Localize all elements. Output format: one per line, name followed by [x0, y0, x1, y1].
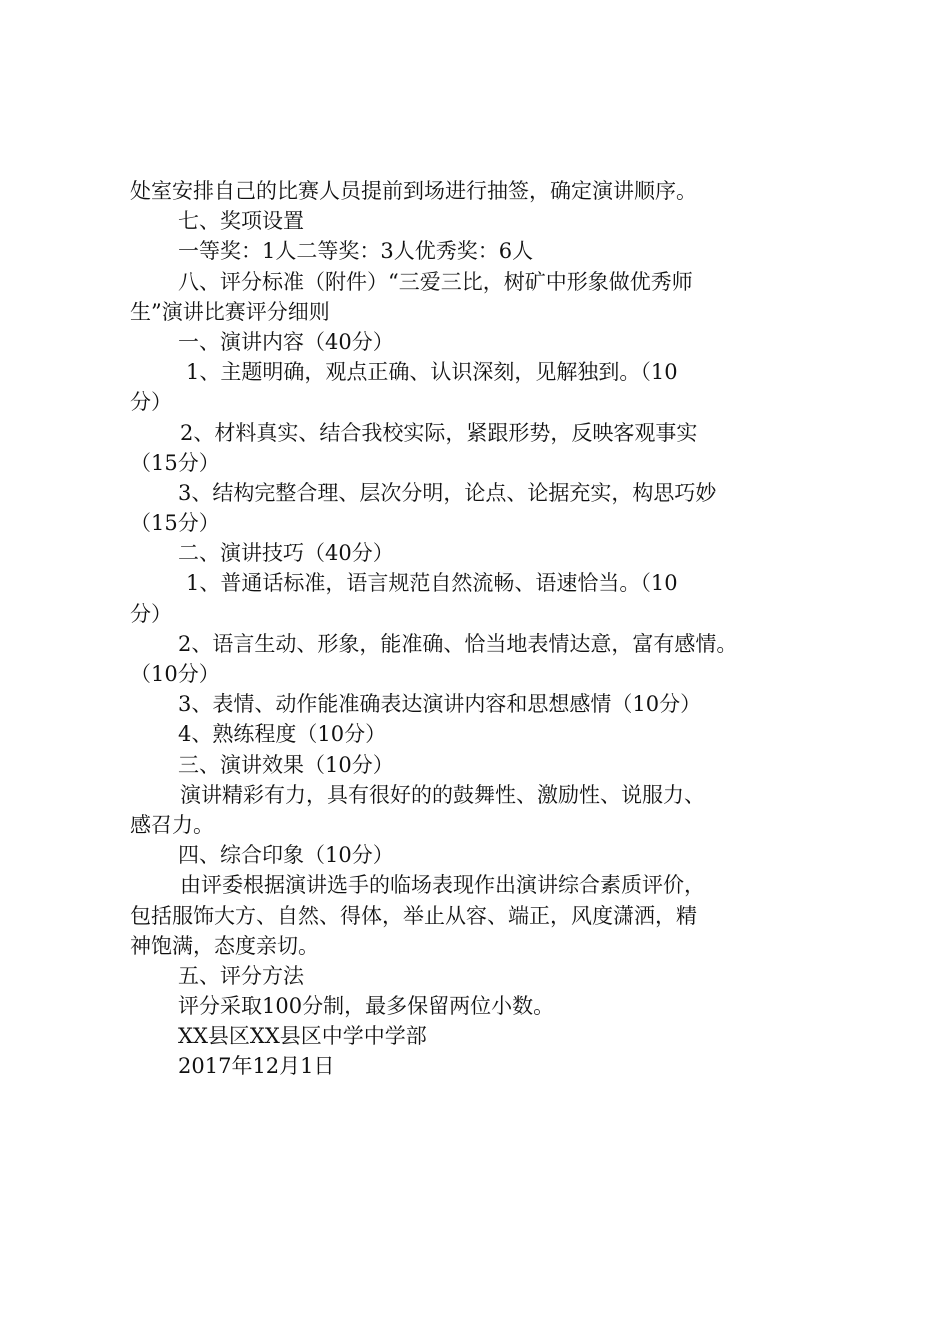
text-line: 演讲精彩有力，具有很好的的鼓舞性、激励性、说服力、	[180, 782, 705, 807]
text-line: 1、普通话标准，语言规范自然流畅、语速恰当。（10	[186, 571, 678, 596]
subsection-heading: 五、评分方法	[178, 963, 304, 988]
text-line: 3、表情、动作能准确表达演讲内容和思想感情（10分）	[178, 692, 702, 717]
text-line: 4、熟练程度（10分）	[178, 722, 387, 747]
text-line: 1、主题明确，观点正确、认识深刻，见解独到。（10	[186, 360, 678, 385]
signature-organization: XX县区XX县区中学中学部	[178, 1024, 427, 1049]
text-line: 神饱满，态度亲切。	[130, 933, 319, 958]
text-line: （15分）	[130, 450, 220, 475]
subsection-heading: 一、演讲内容（40分）	[178, 329, 394, 354]
subsection-heading: 四、综合印象（10分）	[178, 843, 394, 868]
text-line: 一等奖：1人二等奖：3人优秀奖：6人	[178, 239, 534, 264]
text-line: 分）	[130, 601, 172, 626]
section-heading-awards: 七、奖项设置	[178, 209, 304, 234]
document-body	[130, 176, 850, 1082]
text-line: 2、语言生动、形象，能准确、恰当地表情达意，富有感情。	[178, 631, 738, 656]
text-line: 评分采取100分制，最多保留两位小数。	[178, 994, 555, 1019]
text-line: 3、结构完整合理、层次分明，论点、论据充实，构思巧妙	[178, 480, 717, 505]
text-line: 处室安排自己的比赛人员提前到场进行抽签，确定演讲顺序。	[130, 179, 697, 203]
signature-date: 2017年12月1日	[178, 1054, 335, 1079]
text-line: 生”演讲比赛评分细则	[130, 299, 330, 324]
section-heading-scoring: 八、评分标准（附件）“三爱三比，树矿中形象做优秀师	[178, 269, 693, 294]
text-line: （15分）	[130, 511, 220, 536]
text-line: 由评委根据演讲选手的临场表现作出演讲综合素质评价，	[180, 873, 705, 898]
text-line: （10分）	[130, 662, 220, 686]
text-line: 感召力。	[130, 812, 214, 837]
text-line: 分）	[130, 390, 172, 415]
text-line: 包括服饰大方、自然、得体，举止从容、端正，风度潇洒，精	[130, 903, 697, 928]
subsection-heading: 三、演讲效果（10分）	[178, 752, 394, 777]
subsection-heading: 二、演讲技巧（40分）	[178, 541, 394, 566]
text-line: 2、材料真实、结合我校实际，紧跟形势，反映客观事实	[180, 420, 698, 445]
